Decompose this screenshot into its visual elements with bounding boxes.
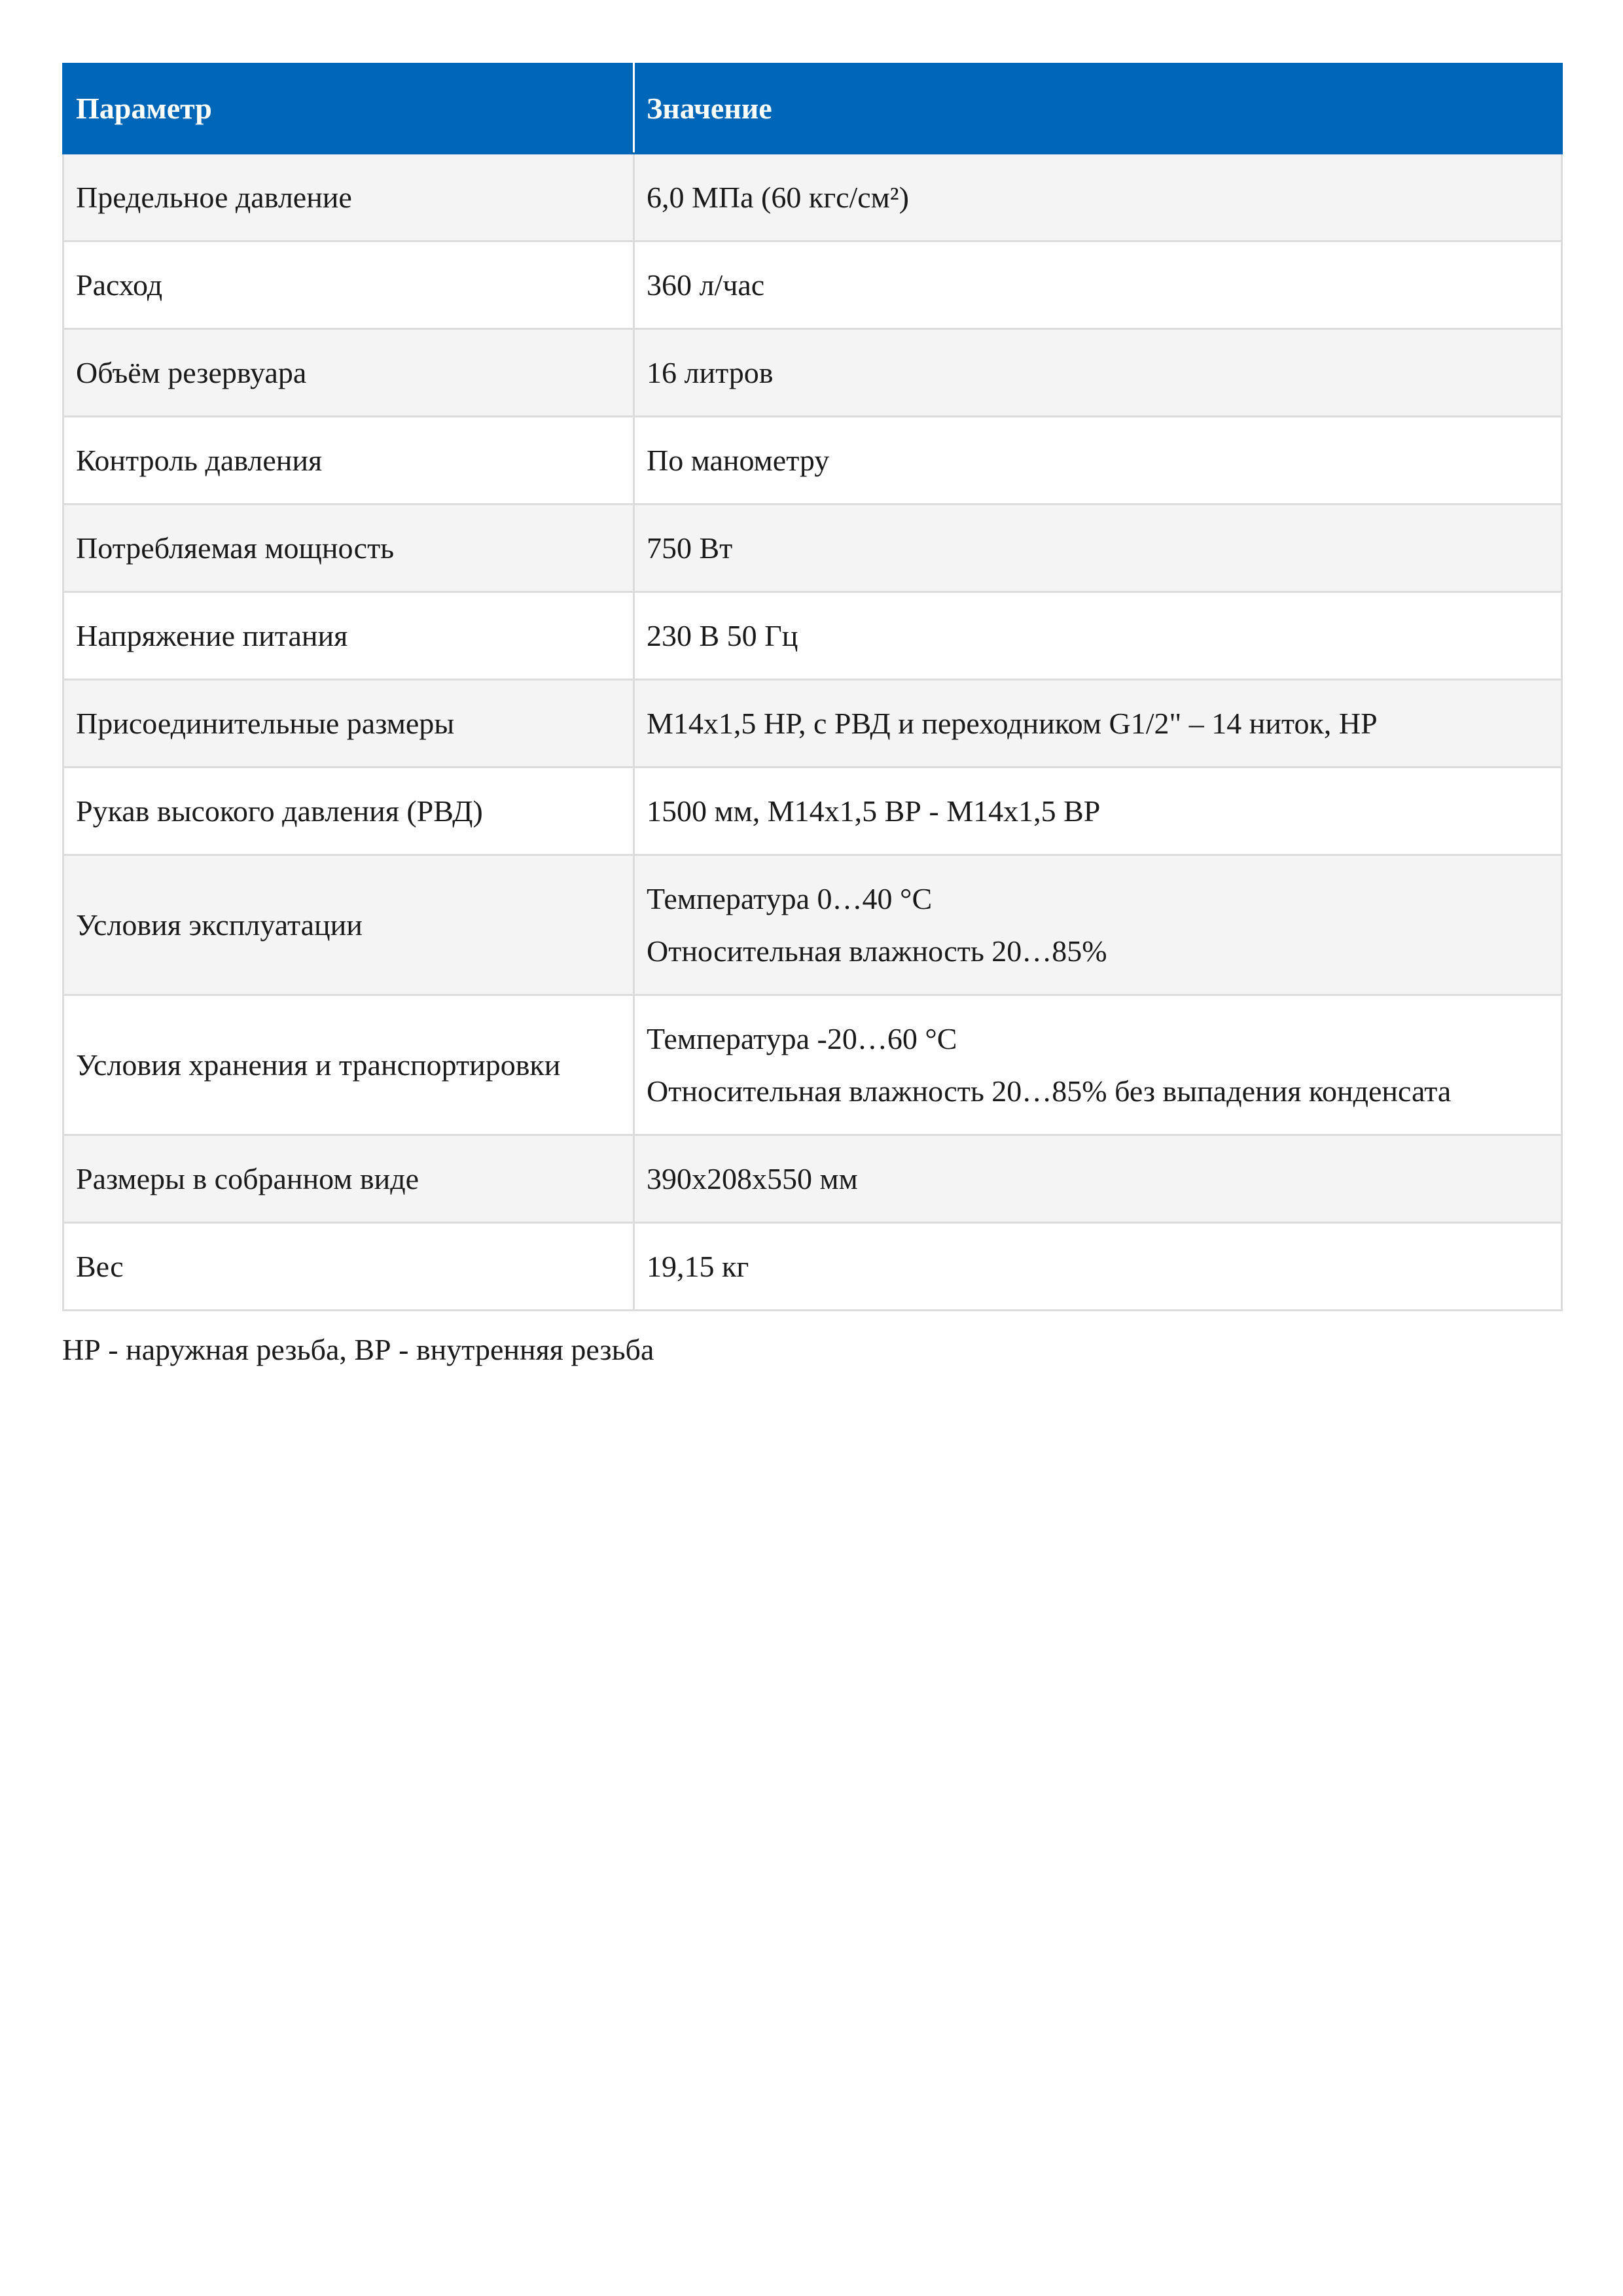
row-value xyxy=(634,504,1562,592)
row-value xyxy=(634,592,1562,680)
table-row xyxy=(63,1135,1562,1223)
table-row xyxy=(63,592,1562,680)
row-parameter: Условия эксплуатации xyxy=(63,855,634,995)
table-row xyxy=(63,855,1562,995)
row-parameter: Напряжение питания xyxy=(63,592,634,680)
row-value xyxy=(634,417,1562,504)
value-line: 1500 мм, М14х1,5 ВР - М14х1,5 ВР xyxy=(647,794,1101,828)
row-parameter: Вес xyxy=(63,1223,634,1311)
row-value xyxy=(634,241,1562,329)
row-parameter: Присоединительные размеры xyxy=(63,680,634,768)
value-line: М14х1,5 НР, с РВД и переходником G1/2" – 14 ниток, НР xyxy=(647,706,1378,740)
row-parameter: Предельное давление xyxy=(63,154,634,241)
row-parameter: Размеры в собранном виде xyxy=(63,1135,634,1223)
value-line: Относительная влажность 20…85% без выпадения конденсата xyxy=(647,1074,1452,1108)
value-line: 390х208х550 мм xyxy=(647,1161,858,1195)
value-line: Температура 0…40 °С xyxy=(647,881,933,915)
value-line: 19,15 кг xyxy=(647,1249,749,1283)
row-value xyxy=(634,768,1562,855)
table-row xyxy=(63,417,1562,504)
table-row xyxy=(63,768,1562,855)
row-value xyxy=(634,329,1562,417)
table-row xyxy=(63,680,1562,768)
value-line: 230 В 50 Гц xyxy=(647,618,798,652)
row-parameter: Потребляемая мощность xyxy=(63,504,634,592)
value-line: 6,0 МПа (60 кгс/см²) xyxy=(647,180,909,214)
row-value xyxy=(634,1135,1562,1223)
value-line: Температура -20…60 °С xyxy=(647,1021,957,1055)
value-line: 360 л/час xyxy=(647,268,765,302)
table-row xyxy=(63,154,1562,241)
row-parameter: Рукав высокого давления (РВД) xyxy=(63,768,634,855)
row-parameter: Расход xyxy=(63,241,634,329)
header-parameter: Параметр xyxy=(63,64,634,154)
footnote: НР - наружная резьба, ВР - внутренняя резьба xyxy=(62,1333,654,1366)
row-parameter: Условия хранения и транспортировки xyxy=(63,995,634,1135)
row-value xyxy=(634,154,1562,241)
row-parameter: Контроль давления xyxy=(63,417,634,504)
value-line: 16 литров xyxy=(647,355,774,389)
row-value xyxy=(634,995,1562,1135)
value-line: 750 Вт xyxy=(647,531,733,565)
value-line: Относительная влажность 20…85% xyxy=(647,934,1107,968)
specifications-table xyxy=(62,63,1563,1311)
table-row xyxy=(63,1223,1562,1311)
row-value xyxy=(634,1223,1562,1311)
table-row xyxy=(63,995,1562,1135)
value-line: По манометру xyxy=(647,443,830,477)
row-value xyxy=(634,855,1562,995)
header-value: Значение xyxy=(634,64,1562,154)
table-row xyxy=(63,241,1562,329)
row-parameter: Объём резервуара xyxy=(63,329,634,417)
table-row xyxy=(63,504,1562,592)
row-value xyxy=(634,680,1562,768)
table-header-row xyxy=(63,64,1562,154)
table-row xyxy=(63,329,1562,417)
